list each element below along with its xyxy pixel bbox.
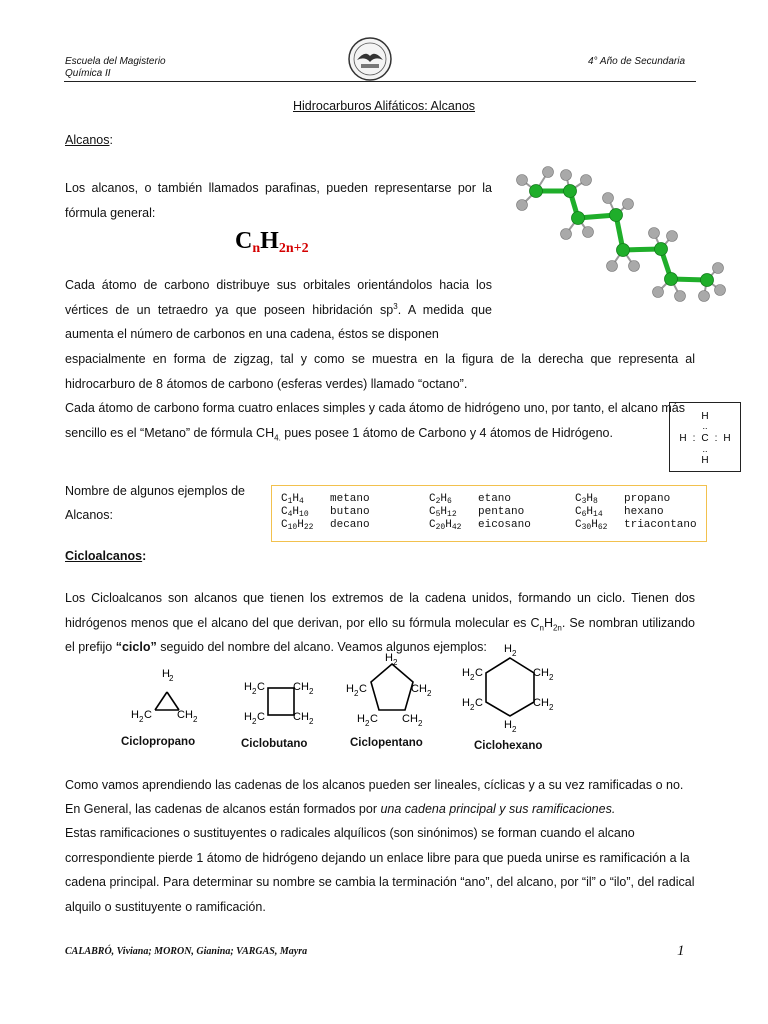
alkane-name: metano bbox=[330, 493, 370, 505]
alkane-name: triacontano bbox=[624, 519, 697, 531]
ciclo-bold-prefix: “ciclo” bbox=[115, 640, 157, 654]
formula-h: H bbox=[260, 228, 279, 254]
cb-2-bl: 2 bbox=[252, 717, 257, 726]
cp-2-right: 2 bbox=[193, 715, 198, 724]
cb-2-br: 2 bbox=[309, 717, 314, 726]
alcanos-heading bbox=[65, 133, 113, 147]
p4-text-b: pues posee 1 átomo de Carbono y 4 átomos de Hidrógeno. bbox=[280, 425, 613, 440]
alcanos-paragraph-4 bbox=[65, 396, 685, 445]
cpe-2-left: 2 bbox=[354, 689, 359, 698]
octane-molecule-image bbox=[508, 158, 730, 306]
ch-2-br: 2 bbox=[549, 703, 554, 712]
caption-ciclohexano: Ciclohexano bbox=[474, 740, 543, 752]
p2-superscript: 3 bbox=[393, 301, 398, 311]
alkane-name: hexano bbox=[624, 506, 664, 518]
ch-h-bl: H bbox=[462, 697, 470, 709]
lewis-h-top: H bbox=[701, 411, 709, 422]
ciclo-sub-n: n bbox=[539, 623, 544, 632]
cicloalcanos-heading-text: Cicloalcanos bbox=[65, 549, 143, 563]
cpe-2-right: 2 bbox=[427, 689, 432, 698]
p2-text-b: . A medida que aumenta el número de carbonos en una cadena, éstos se disponen bbox=[65, 302, 492, 341]
alkane-name: butano bbox=[330, 506, 370, 518]
alkane-formula: C6H14 bbox=[575, 506, 603, 519]
cicloalcanos-heading bbox=[65, 549, 146, 563]
cpe-h-top: H bbox=[385, 652, 393, 664]
cpe-c-bl: C bbox=[370, 713, 378, 725]
ch-ch-br: CH bbox=[533, 697, 549, 709]
cyclopentane-structure bbox=[371, 664, 413, 710]
header-school: Escuela del Magisterio bbox=[65, 56, 166, 67]
ch-c-tl: C bbox=[475, 667, 483, 679]
alkane-name: pentano bbox=[478, 506, 525, 518]
cpe-ch-br: CH bbox=[402, 713, 418, 725]
cyclobutane-structure bbox=[268, 688, 294, 715]
cp-ch-right: CH bbox=[177, 709, 193, 721]
cpe-2-br: 2 bbox=[418, 719, 423, 728]
school-seal-logo bbox=[347, 36, 393, 82]
cb-c-bl: C bbox=[257, 711, 265, 723]
cpe-ch-right: CH bbox=[411, 683, 427, 695]
body-line-2-text: En General, las cadenas de alcanos están formados por bbox=[65, 802, 381, 816]
lewis-h-left: H bbox=[679, 433, 687, 444]
cb-ch-tr: CH bbox=[293, 681, 309, 693]
ch-ch-tr: CH bbox=[533, 667, 549, 679]
lewis-h-right: H bbox=[723, 433, 731, 444]
alcanos-paragraph-2 bbox=[65, 273, 492, 347]
ch-2-tr: 2 bbox=[549, 673, 554, 682]
alkane-name: propano bbox=[624, 493, 671, 505]
alcanos-paragraph-3: espacialmente en forma de zigzag, tal y como se muestra en la figura de la derecha que representa al hidrocarburo de 8 átomos de carbono (esferas verdes) llamado “octano”. bbox=[65, 352, 695, 391]
ciclo-text-c: seguido del nombre del alcano. Veamos algunos ejemplos: bbox=[156, 640, 487, 654]
body-paragraph-ramificaciones: Estas ramificaciones o sustituyentes o radicales alquílicos (son sinónimos) se forman cuando el alcano correspondiente pierde 1 átomo de hidrógeno dejando un enlace libre para que pueda unirse es ramificación a la cadena principal. Para determinar su nombre se cambia la terminación “ano”, del alcano, por “il” o “ilo”, del radical alquilo o sustituyente o ramificación. bbox=[65, 826, 695, 914]
lewis-h-bottom: H bbox=[701, 455, 709, 466]
body-line-2-italic: una cadena principal y sus ramificaciones. bbox=[380, 802, 616, 816]
cpe-h-bl: H bbox=[357, 713, 365, 725]
lewis-dots-bottom: .. bbox=[702, 444, 708, 454]
header-subject: Química II bbox=[65, 68, 111, 79]
alkane-formula: C30H62 bbox=[575, 519, 608, 532]
body-line-2 bbox=[65, 797, 705, 822]
methane-lewis-box bbox=[669, 402, 741, 472]
formula-subscript: 2n+2 bbox=[278, 241, 309, 256]
cp-2-top: 2 bbox=[169, 674, 174, 683]
cb-2-tl: 2 bbox=[252, 687, 257, 696]
ciclo-sub-2n: 2n bbox=[552, 623, 562, 632]
alkane-name: decano bbox=[330, 519, 370, 531]
ch-2-bottom: 2 bbox=[512, 725, 517, 734]
caption-ciclopentano: Ciclopentano bbox=[350, 737, 423, 749]
p2-text-a: Cada átomo de carbono distribuye sus orbitales orientándolos hacia los vértices de un tetraedro ya que poseen hibridación sp bbox=[65, 278, 492, 317]
alcanos-heading-colon: : bbox=[109, 133, 113, 147]
body-line-1: Como vamos aprendiendo las cadenas de los alcanos pueden ser lineales, cíclicas y a su vez ramificadas o no. bbox=[65, 778, 684, 792]
ciclo-text-b: . Se nombran utilizando el prefijo bbox=[65, 615, 695, 654]
alkane-formula: C10H22 bbox=[281, 519, 314, 532]
header-rule bbox=[64, 81, 696, 82]
cyclohexane-structure bbox=[486, 658, 534, 716]
cpe-2-top: 2 bbox=[393, 658, 398, 667]
alkane-formula: C5H12 bbox=[429, 506, 457, 519]
cb-h-tl: H bbox=[244, 681, 252, 693]
cp-2-left: 2 bbox=[139, 715, 144, 724]
alkane-formula: C2H6 bbox=[429, 493, 452, 506]
cp-h-top: H bbox=[162, 668, 170, 680]
caption-ciclobutano: Ciclobutano bbox=[241, 738, 308, 750]
ch-h-bottom: H bbox=[504, 719, 512, 731]
cb-h-bl: H bbox=[244, 711, 252, 723]
cpe-h-left: H bbox=[346, 683, 354, 695]
cpe-2-bl: 2 bbox=[365, 719, 370, 728]
page-title: Hidrocarburos Alifáticos: Alcanos bbox=[292, 99, 476, 113]
header-grade: 4° Año de Secundaria bbox=[587, 56, 685, 67]
footer-authors: CALABRÓ, Viviana; MORON, Gianina; VARGAS, Mayra bbox=[65, 946, 308, 957]
lewis-colon-left: : bbox=[692, 433, 696, 444]
alcanos-paragraph-1: Los alcanos, o también llamados parafinas, pueden representarse por la fórmula general: bbox=[65, 181, 492, 220]
alkane-examples-box bbox=[271, 485, 707, 542]
lewis-dots-top: .. bbox=[702, 421, 708, 431]
alkane-name: etano bbox=[478, 493, 512, 505]
page-number: 1 bbox=[677, 943, 685, 959]
cb-c-tl: C bbox=[257, 681, 265, 693]
cicloalcanos-heading-colon: : bbox=[142, 549, 147, 563]
alkane-formula: C3H8 bbox=[575, 493, 598, 506]
ch-2-bl: 2 bbox=[470, 703, 475, 712]
alkane-name: eicosano bbox=[478, 519, 531, 531]
cp-c-left: C bbox=[144, 709, 152, 721]
alkane-formula: C4H10 bbox=[281, 506, 309, 519]
alkane-formula: C20H42 bbox=[429, 519, 462, 532]
cb-2-tr: 2 bbox=[309, 687, 314, 696]
caption-ciclopropano: Ciclopropano bbox=[121, 736, 196, 748]
alcanos-heading-text: Alcanos bbox=[65, 133, 110, 147]
p4-subscript: 4. bbox=[274, 433, 281, 442]
lewis-colon-right: : bbox=[714, 433, 718, 444]
ciclo-h: H bbox=[543, 615, 553, 630]
ch-c-bl: C bbox=[475, 697, 483, 709]
lewis-c: C bbox=[701, 433, 709, 444]
cyclopropane-structure bbox=[155, 692, 179, 710]
alkane-formula: C1H4 bbox=[281, 493, 304, 506]
cb-ch-br: CH bbox=[293, 711, 309, 723]
examples-label: Nombre de algunos ejemplos de Alcanos: bbox=[65, 484, 245, 522]
formula-c: C bbox=[235, 228, 253, 254]
p4-text-a: Cada átomo de carbono forma cuatro enlaces simples y cada átomo de hidrógeno uno, por tanto, el alcano más sencillo es el “Metano” de fórmula CH bbox=[65, 401, 685, 440]
ch-h-top: H bbox=[504, 643, 512, 655]
cpe-c-left: C bbox=[359, 683, 367, 695]
formula-n: n bbox=[252, 241, 261, 256]
ch-h-tl: H bbox=[462, 667, 470, 679]
ciclo-text-a: Los Cicloalcanos son alcanos que tienen los extremos de la cadena unidos, formando un ciclo. Tienen dos hidrógenos menos que el alcano del que derivan, por ello su fórmula molecular es C bbox=[65, 591, 695, 630]
general-formula bbox=[235, 228, 328, 258]
cp-h-left: H bbox=[131, 709, 139, 721]
ch-2-tl: 2 bbox=[470, 673, 475, 682]
ch-2-top: 2 bbox=[512, 649, 517, 658]
